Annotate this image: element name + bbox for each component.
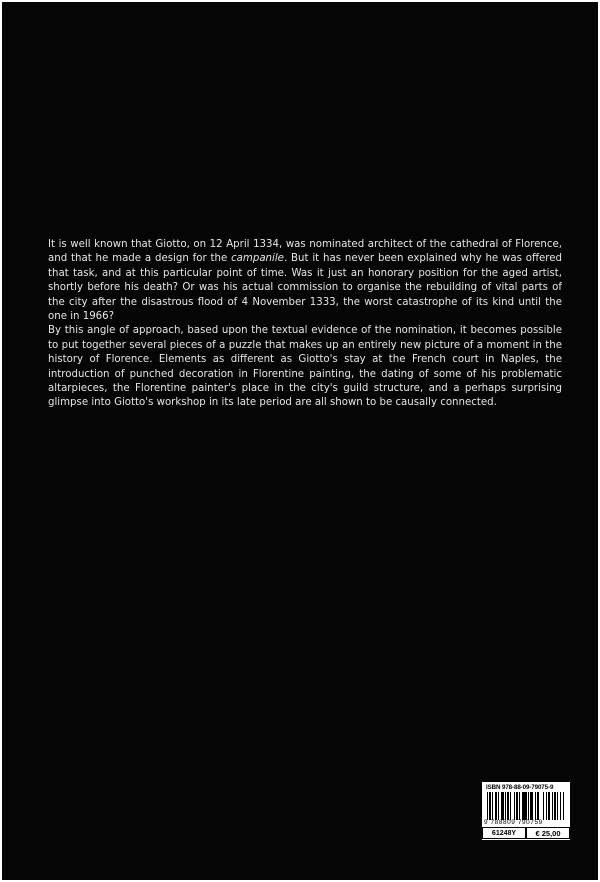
barcode-bar bbox=[564, 792, 565, 820]
blurb-paragraph-1 bbox=[48, 238, 562, 324]
back-cover-blurb bbox=[48, 238, 562, 411]
price: € 25,00 bbox=[526, 827, 570, 839]
product-code: 61248Y bbox=[482, 827, 526, 839]
isbn-text: ISBN 978-88-09-79075-9 bbox=[486, 784, 554, 791]
blurb-p1-start: It is well known that Giotto, on 12 April 1334, was nominated architect of the cathedral of Florence, and that he made a design for the bbox=[48, 239, 562, 265]
back-cover bbox=[2, 2, 598, 880]
barcode-bars bbox=[487, 792, 565, 820]
barcode-digits: 9 788809 790759 bbox=[484, 819, 543, 826]
price-tag bbox=[482, 827, 570, 839]
blurb-p1-italic: campanile bbox=[231, 253, 284, 265]
blurb-paragraph-2: By this angle of approach, based upon the textual evidence of the nomination, it becomes possible to put together several pieces of a puzzle that makes up an entirely new picture of a moment in the history of Florence. Elements as different as Giotto's stay at the French court in Naples, the introduction of punched decoration in Florentine painting, the dating of some of his problematic altarpieces, the Florentine painter's place in the city's guild structure, and a perhaps surprising glimpse into Giotto's workshop in its late period are all shown to be causally connected. bbox=[48, 325, 562, 409]
blurb-p1-end: . But it has never been explained why he was offered that task, and at this particular point of time. Was it just an honorary position for the aged artist, shortly before his death? Or was his actual commission to organise the rebuilding of vital parts of the city after the disastrous flood of 4 November 1333, the worst catastrophe of its kind until the one in 1966? bbox=[48, 253, 562, 323]
